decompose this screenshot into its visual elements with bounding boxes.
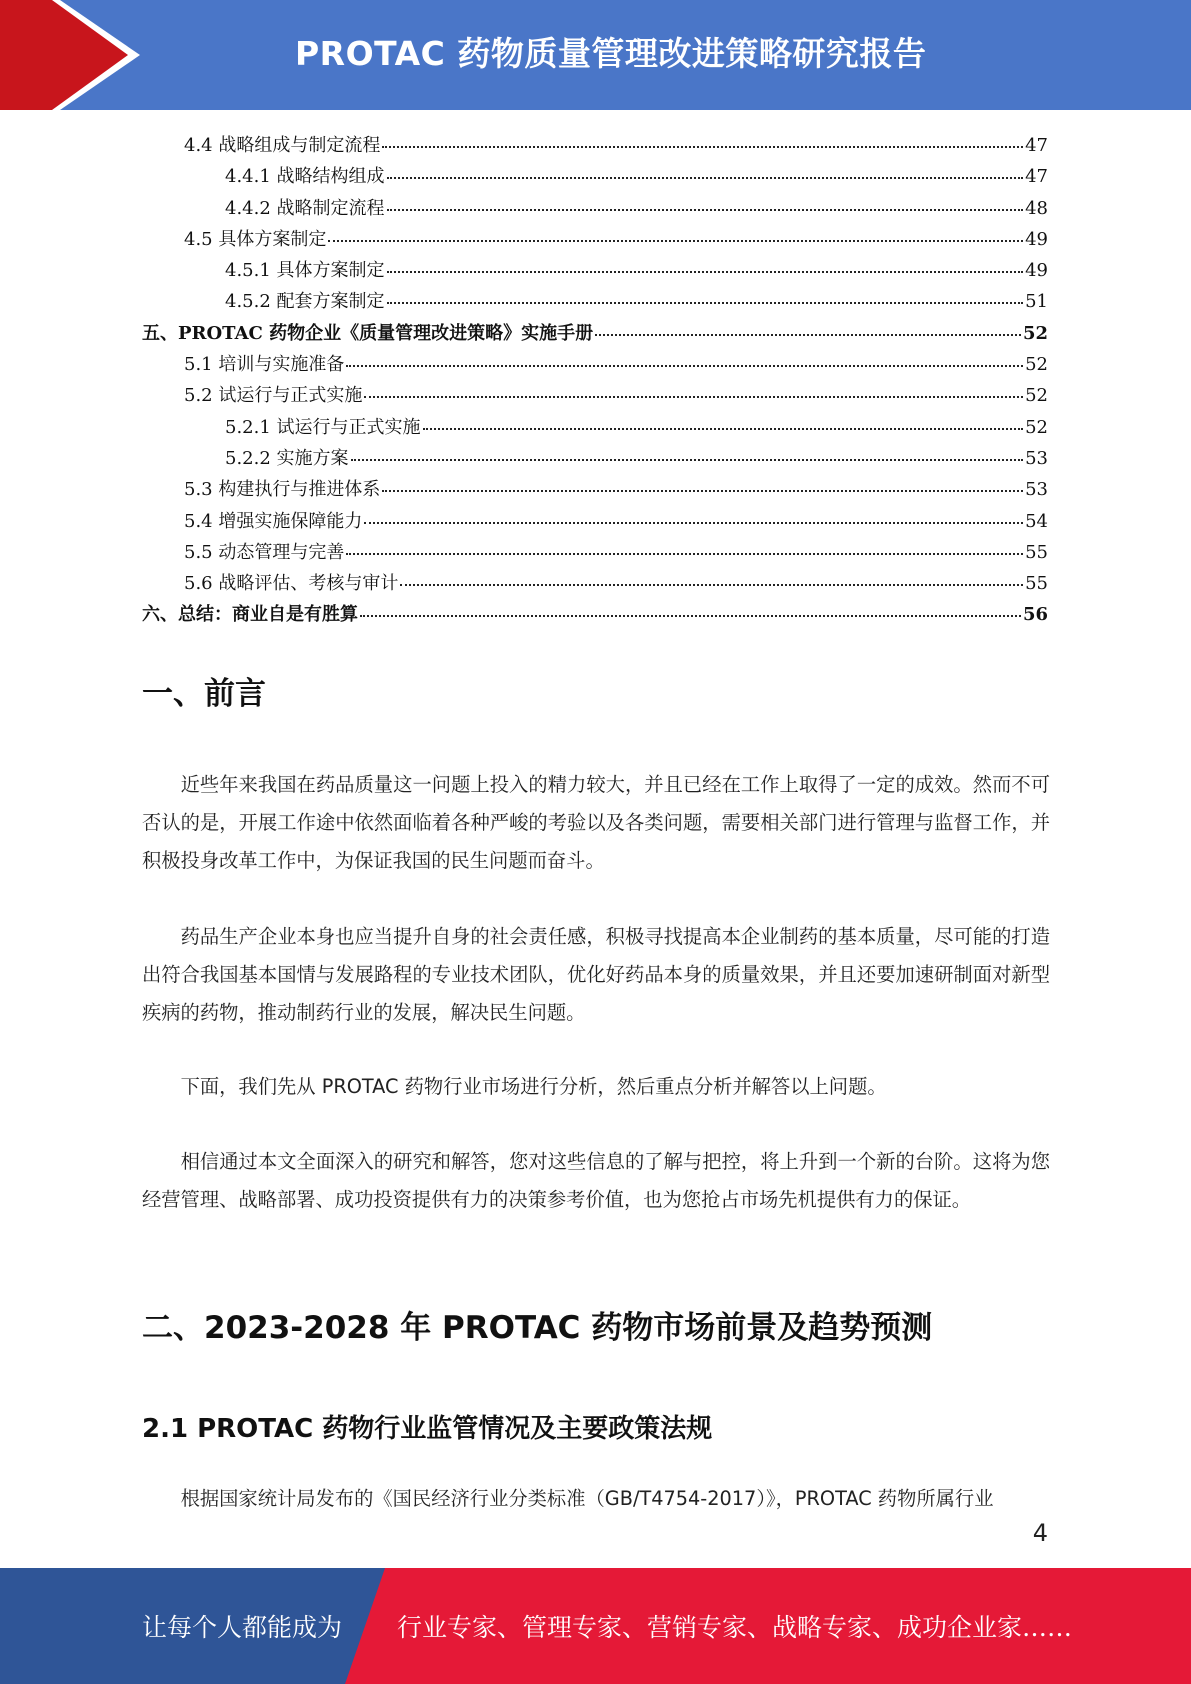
toc-entry-label: 5.4 增强实施保障能力 <box>184 510 363 532</box>
toc-entry-page: 52 <box>1025 416 1048 438</box>
toc-dot-leader <box>328 240 1023 242</box>
toc-entry-page: 54 <box>1025 510 1048 532</box>
toc-entry-label: 4.4 战略组成与制定流程 <box>184 135 381 156</box>
toc-dot-leader <box>387 177 1024 179</box>
toc-dot-leader <box>387 271 1024 273</box>
toc-entry-page: 55 <box>1025 573 1048 595</box>
toc-entry-page: 47 <box>1025 135 1048 156</box>
toc-entry-label: 4.5.1 具体方案制定 <box>225 260 385 282</box>
toc-entry-label: 5.3 构建执行与推进体系 <box>184 479 381 501</box>
header-chevron-decoration <box>0 0 160 110</box>
toc-entry-label: 5.1 培训与实施准备 <box>184 354 345 376</box>
toc-entry[interactable] <box>142 286 1048 317</box>
page-header <box>0 0 1191 110</box>
preface-paragraph-2: 药品生产企业本身也应当提升自身的社会责任感，积极寻找提高本企业制药的基本质量，尽可能的打造出符合我国基本国情与发展路程的专业技术团队，优化好药品本身的质量效果，并且还要加速研制面对新型疾病的药物，推动制药行业的发展，解决民生问题。 <box>142 925 1050 1024</box>
toc-entry-label: 4.4.1 战略结构组成 <box>225 166 385 188</box>
toc-entry[interactable] <box>142 599 1048 630</box>
toc-entry-label: 5.5 动态管理与完善 <box>184 541 345 563</box>
subsection-heading-regulation: 2.1 PROTAC 药物行业监管情况及主要政策法规 <box>142 1414 713 1444</box>
toc-entry-page: 47 <box>1025 166 1048 188</box>
toc-dot-leader <box>364 522 1023 524</box>
toc-entry-page: 51 <box>1025 291 1048 313</box>
toc-entry-label: 五、PROTAC 药物企业《质量管理改进策略》实施手册 <box>142 322 594 344</box>
toc-entry[interactable] <box>142 193 1048 224</box>
report-title: PROTAC 药物质量管理改进策略研究报告 <box>295 34 927 73</box>
toc-entry-label: 5.2.1 试运行与正式实施 <box>225 416 421 438</box>
toc-entry[interactable] <box>142 318 1048 349</box>
toc-entry-label: 5.2.2 实施方案 <box>225 447 349 469</box>
toc-entry-page: 52 <box>1022 322 1048 344</box>
toc-entry[interactable] <box>142 412 1048 443</box>
toc-entry-label: 5.2 试运行与正式实施 <box>184 385 363 407</box>
toc-entry-page: 49 <box>1025 260 1048 282</box>
toc-dot-leader <box>387 302 1024 304</box>
preface-paragraph-4: 相信通过本文全面深入的研究和解答，您对这些信息的了解与把控，将上升到一个新的台阶。这将为您经营管理、战略部署、成功投资提供有力的决策参考价值，也为您抢占市场先机提供有力的保证。 <box>142 1150 1050 1211</box>
footer-slogan-left: 让每个人都能成为 <box>142 1613 343 1642</box>
toc-dot-leader <box>351 459 1024 461</box>
toc-entry-page: 48 <box>1025 197 1048 219</box>
toc-entry[interactable] <box>142 506 1048 537</box>
toc-entry-page: 53 <box>1025 479 1048 501</box>
toc-dot-leader <box>382 490 1023 492</box>
toc-entry-page: 49 <box>1025 228 1048 250</box>
toc-entry-label: 5.6 战略评估、考核与审计 <box>184 573 399 595</box>
toc-entry[interactable] <box>142 255 1048 286</box>
toc-entry[interactable] <box>142 537 1048 568</box>
toc-entry-page: 53 <box>1025 447 1048 469</box>
toc-entry[interactable] <box>142 130 1048 161</box>
toc-dot-leader <box>360 615 1021 617</box>
toc-dot-leader <box>423 428 1024 430</box>
toc-entry[interactable] <box>142 474 1048 505</box>
toc-dot-leader <box>387 209 1024 211</box>
table-of-contents <box>142 130 1048 631</box>
preface-paragraph-3: 下面，我们先从 PROTAC 药物行业市场进行分析，然后重点分析并解答以上问题。 <box>180 1075 887 1098</box>
toc-dot-leader <box>364 396 1023 398</box>
toc-entry-page: 56 <box>1022 604 1048 626</box>
toc-entry-label: 4.4.2 战略制定流程 <box>225 197 385 219</box>
toc-entry[interactable] <box>142 224 1048 255</box>
toc-entry-label: 4.5 具体方案制定 <box>184 228 327 250</box>
toc-dot-leader <box>346 553 1023 555</box>
section-heading-preface: 一、前言 <box>142 676 266 712</box>
preface-paragraph-1: 近些年来我国在药品质量这一问题上投入的精力较大，并且已经在工作上取得了一定的成效。然而不可否认的是，开展工作途中依然面临着各种严峻的考验以及各类问题，需要相关部门进行管理与监督工作，并积极投身改革工作中，为保证我国的民生问题而奋斗。 <box>142 773 1050 872</box>
toc-entry-page: 52 <box>1025 385 1048 407</box>
toc-dot-leader <box>595 334 1021 336</box>
toc-entry[interactable] <box>142 443 1048 474</box>
toc-entry-page: 52 <box>1025 354 1048 376</box>
footer-slogan-right: 行业专家、管理专家、营销专家、战略专家、成功企业家…… <box>397 1613 1073 1642</box>
toc-dot-leader <box>400 584 1023 586</box>
section-heading-market-outlook: 二、2023-2028 年 PROTAC 药物市场前景及趋势预测 <box>142 1310 933 1346</box>
toc-dot-leader <box>346 365 1023 367</box>
toc-entry-label: 4.5.2 配套方案制定 <box>225 291 385 313</box>
toc-entry-page: 55 <box>1025 541 1048 563</box>
toc-entry[interactable] <box>142 568 1048 599</box>
toc-entry-label: 六、总结：商业自是有胜算 <box>142 604 358 626</box>
toc-entry[interactable] <box>142 161 1048 192</box>
toc-entry[interactable] <box>142 349 1048 380</box>
toc-entry[interactable] <box>142 380 1048 411</box>
toc-dot-leader <box>382 146 1023 148</box>
page-number: 4 <box>1032 1519 1048 1547</box>
regulation-paragraph: 根据国家统计局发布的《国民经济行业分类标准（GB/T4754-2017）》，PROTAC 药物所属行业 <box>180 1487 994 1510</box>
page-footer <box>0 1568 1191 1684</box>
